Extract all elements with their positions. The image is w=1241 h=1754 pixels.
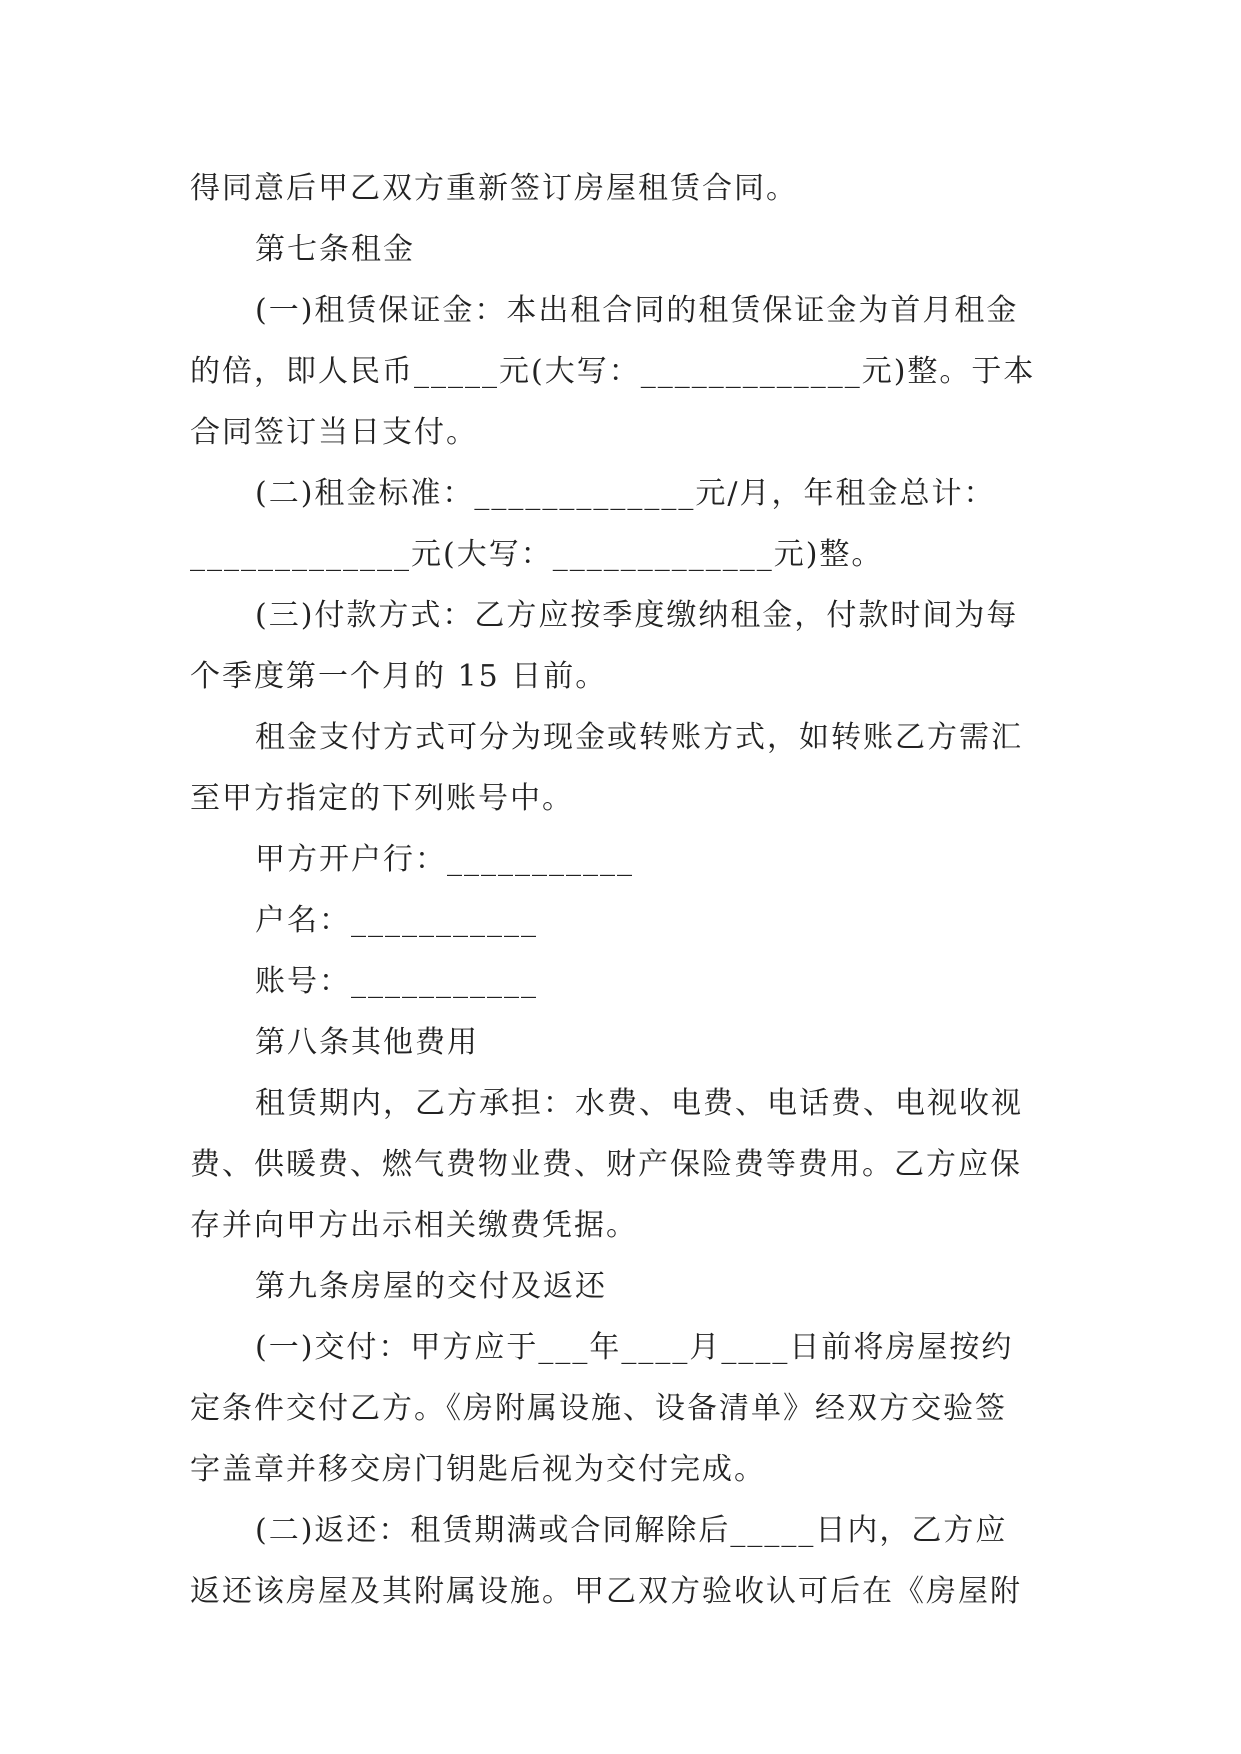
text-line-with-blanks: (一)交付：甲方应于___年____月____日前将房屋按约 — [255, 1330, 1014, 1365]
account-number-field-line: 账号：___________ — [255, 964, 538, 999]
text-line-with-blanks: 的倍，即人民币_____元(大写：_____________元)整。于本 — [190, 354, 1036, 389]
text-line: 费、供暖费、燃气费物业费、财产保险费等费用。乙方应保 — [190, 1147, 1022, 1182]
text-line: 个季度第一个月的 15 日前。 — [190, 659, 608, 694]
text-line: 至甲方指定的下列账号中。 — [190, 781, 574, 816]
text-line: 字盖章并移交房门钥匙后视为交付完成。 — [190, 1452, 766, 1487]
text-line: 合同签订当日支付。 — [190, 415, 478, 450]
text-line: 存并向甲方出示相关缴费凭据。 — [190, 1208, 638, 1243]
text-line: 租赁期内，乙方承担：水费、电费、电话费、电视收视 — [255, 1086, 1023, 1121]
text-line-with-blanks: (二)租金标准：_____________元/月，年租金总计： — [255, 476, 996, 511]
text-line: 得同意后甲乙双方重新签订房屋租赁合同。 — [190, 171, 798, 206]
text-line: (一)租赁保证金：本出租合同的租赁保证金为首月租金 — [255, 293, 1019, 328]
text-line-with-blanks: _____________元(大写：_____________元)整。 — [190, 537, 884, 572]
document-body — [190, 158, 1052, 1622]
section-heading-article-9: 第九条房屋的交付及返还 — [255, 1269, 607, 1304]
text-line: 租金支付方式可分为现金或转账方式，如转账乙方需汇 — [255, 720, 1023, 755]
account-name-field-line: 户名：___________ — [255, 903, 538, 938]
section-heading-article-7: 第七条租金 — [255, 232, 415, 267]
bank-field-line: 甲方开户行：___________ — [255, 842, 634, 877]
text-line: (三)付款方式：乙方应按季度缴纳租金，付款时间为每 — [255, 598, 1019, 633]
text-line: 返还该房屋及其附属设施。甲乙双方验收认可后在《房屋附 — [190, 1574, 1022, 1609]
text-line: 定条件交付乙方。《房附属设施、设备清单》经双方交验签 — [190, 1391, 1007, 1426]
text-line-with-blanks: (二)返还：租赁期满或合同解除后_____日内，乙方应 — [255, 1513, 1008, 1548]
section-heading-article-8: 第八条其他费用 — [255, 1025, 479, 1060]
